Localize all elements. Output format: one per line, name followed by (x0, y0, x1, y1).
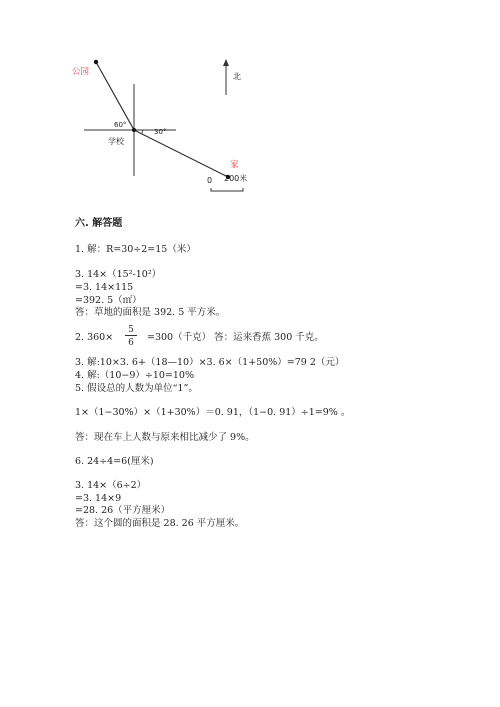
answer-3-line4: 答：草地的面积是 392. 5 平方米。 (75, 307, 226, 318)
answer-5-conclusion: 答：现在车上人数与原来相比减少了 9%。 (75, 432, 255, 443)
answer-1: 1. 解：R=30÷2=15（米） (75, 244, 196, 255)
park-label: 公园 (72, 67, 90, 77)
park-point (94, 60, 98, 64)
scale-bar (211, 188, 243, 191)
answer-2-prefix: 2. 360× (75, 332, 114, 343)
answer-7-line4: 答：这个圆的面积是 28. 26 平方厘米。 (75, 518, 245, 529)
answer-2-suffix: =300（千克） 答：运来香蕉 300 千克。 (147, 332, 324, 343)
answer-3b: 3. 解:10×3. 6+（18—10）×3. 6×（1+50%）=79 2（元） (75, 357, 345, 368)
north-arrow-head (223, 59, 229, 66)
answer-3-line3: =392. 5（㎡） (75, 295, 142, 306)
section-title: 六. 解答题 (75, 218, 123, 229)
answer-7-line3: =28. 26（平方厘米） (75, 505, 171, 516)
fraction-numerator: 5 (128, 325, 134, 335)
route-to-home (134, 130, 228, 177)
school-label: 学校 (108, 137, 124, 146)
answer-7-line2: =3. 14×9 (75, 493, 122, 504)
answer-7-line1: 3. 14×（6÷2） (75, 480, 147, 491)
fraction-bar (125, 335, 137, 336)
angle-arc (142, 130, 143, 134)
route-to-park (96, 62, 134, 130)
scale-distance-label: 200米 (224, 174, 248, 183)
answer-3-line1: 3. 14×（15²-10²） (75, 269, 162, 280)
answer-5: 5. 假设总的人数为单位“1”。 (75, 383, 198, 394)
direction-diagram (0, 0, 500, 210)
school-point (132, 128, 136, 132)
answer-3-line2: =3. 14×115 (75, 282, 134, 293)
home-label: 家 (230, 160, 239, 170)
answer-6: 6. 24÷4=6(厘米) (75, 456, 154, 467)
scale-zero-label: 0 (207, 176, 213, 185)
angle-60-label: 60° (114, 121, 127, 129)
angle-30-label: 30° (154, 128, 167, 136)
answer-5-calc: 1×（1−30%）×（1+30%）＝0. 91，（1−0. 91）÷1=9% 。 (75, 407, 351, 418)
answer-4: 4. 解:（10−9）÷10=10% (75, 370, 195, 381)
north-label: 北 (233, 72, 241, 81)
fraction-denominator: 6 (128, 338, 134, 348)
